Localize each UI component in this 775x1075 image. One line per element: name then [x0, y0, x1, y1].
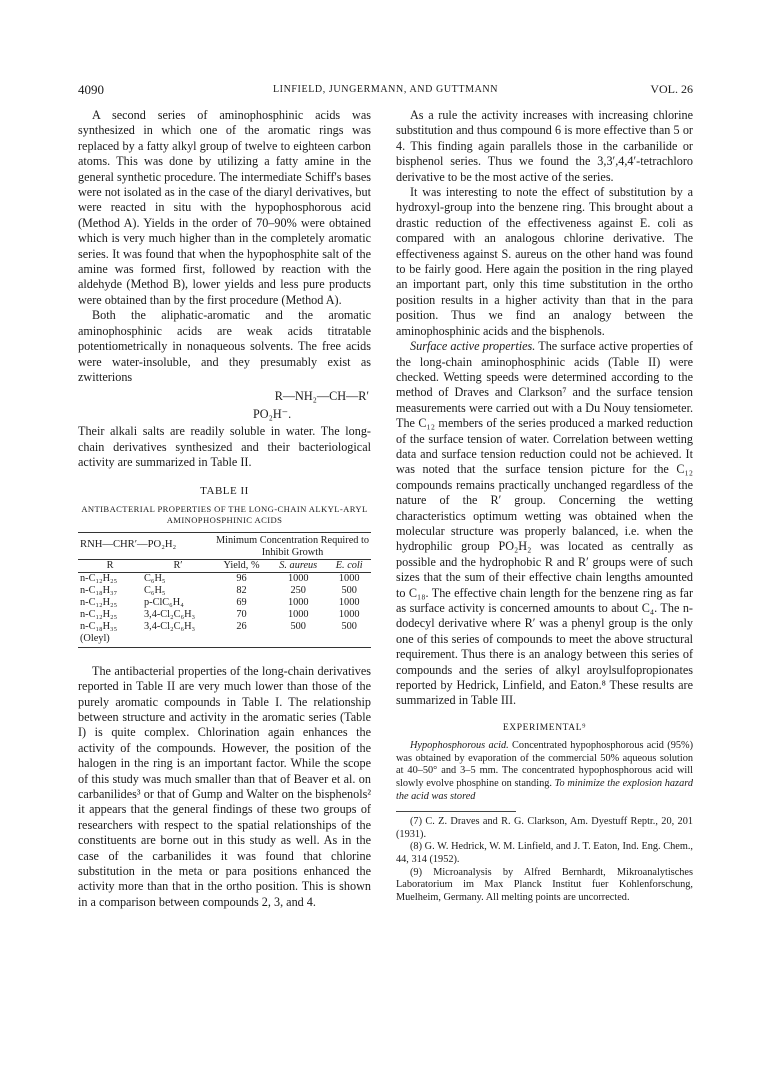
paragraph: Their alkali salts are readily soluble in water. The long-chain derivatives synthesized and their bacteriological activity are summarized in Table II. — [78, 424, 371, 469]
zwitterion-main: R—NH₂—CH—R′ — [274, 389, 369, 404]
col-header-saureus: S. aureus — [279, 559, 318, 571]
paragraph: Surface active properties. The surface active properties of the long-chain aminophosphinic acids (Table II) were checked. Wetting speeds were determined according to the method of Draves and Clarkson⁷ and the surface tension measurements were carried out with a Du Nouy tensiometer. The C₁₂ members of the series produced a marked reduction of the surface tension of water. Correlation between wetting data and surface tension reduction could not be achieved. It was noted that the surface tension picture for the C₁₂ compounds remains practically unchanged regardless of the nature of the R′ group. Concerning the wetting characteristics optimum wetting was obtained when the molecular structure was properly balanced, i.e. when the hydrophilic group PO₂H₂ was located as centrally as possible and the hydrophobic R and R′ groups were of such sizes that the sum of their effective chain lengths amounted to C₁₈. The effective chain length for the benzene ring as far as surface activity is concerned amounts to about C₄. The n-dodecyl derivative where R′ was a phenyl group is the only one of this series of compounds to meet the above structural requirement. Thus there is an analogy between this series of compounds and the series of alkyl aroylsulfopropionates reported by Hedrick, Linfield, and Eaton.⁸ These results are summarized in Table III. — [396, 339, 693, 708]
running-header — [78, 82, 693, 98]
footnote-7: (7) C. Z. Draves and R. G. Clarkson, Am. Dyestuff Reptr., 20, 201 (1931). — [396, 816, 693, 840]
footnote-8: (8) G. W. Hedrick, W. M. Linfield, and J. T. Eaton, Ind. Eng. Chem., 44, 314 (1952). — [396, 841, 693, 865]
table-span-header: Minimum Concentration Required to Inhibit Growth — [216, 534, 370, 558]
footnote-9: (9) Microanalysis by Alfred Bernhardt, Mikroanalytisches Laboratorium im Max Planck Institut fuer Kohlenforschung, Muelheim, Germany. All melting points are uncorrected. — [396, 866, 693, 903]
cell-r: n-C₁₈H₃₇ — [80, 584, 118, 596]
cell-rprime: 3,4-Cl₂C₆H₃ — [144, 620, 196, 632]
paragraph: As a rule the activity increases with increasing chlorine substitution and thus compound 6 is more effective than 5 or 4. This finding again parallels those in the carbanilide or bisphenol series. Thus we found the 3,3′,4,4′-tetrachloro derivative to be the most active of the series. — [396, 108, 693, 184]
table-formula-header: RNH—CHR′—PO₂H₂ — [80, 538, 177, 550]
cell-ecoli: 500 — [341, 584, 357, 596]
table-subcaption: ANTIBACTERIAL PROPERTIES OF THE LONG-CHAIN ALKYL-ARYL AMINOPHOSPHINIC ACIDS — [81, 503, 368, 525]
table-row — [78, 609, 371, 621]
cell-yield: 96 — [236, 572, 247, 584]
table-header-row — [78, 532, 371, 559]
cell-saureus: 1000 — [287, 596, 309, 608]
cell-saureus: 500 — [290, 620, 306, 632]
table-row — [78, 585, 371, 597]
table-ii — [78, 532, 371, 645]
cell-r: n-C₁₂H₂₅ — [80, 608, 118, 620]
experimental-lead: Hypophosphorous acid. — [410, 740, 509, 752]
cell-ecoli: 500 — [341, 620, 357, 632]
zwitterion-formula — [78, 389, 371, 422]
cell-yield: 70 — [236, 608, 247, 620]
cell-rprime: p-ClC₆H₄ — [144, 596, 184, 608]
section-lead: Surface active properties. — [410, 339, 536, 354]
footnote-rule — [396, 811, 516, 812]
volume-label: VOL. 26 — [650, 82, 693, 96]
cell-r: n-C₁₂H₂₅ — [80, 572, 118, 584]
col-header-yield: Yield, % — [223, 559, 260, 571]
left-column — [78, 108, 371, 910]
cell-saureus: 1000 — [287, 608, 309, 620]
table-row — [78, 597, 371, 609]
cell-saureus: 1000 — [287, 572, 309, 584]
cell-yield: 69 — [236, 596, 247, 608]
paragraph: It was interesting to note the effect of substitution by a hydroxyl-group into the benzene ring. This brought about a drastic reduction of the effectiveness against E. coli as compared with an analogous chlorine derivative. The effectiveness against S. aureus on the other hand was found to be fairly good. Here again the position in the ring played an important part, only this time substitution in the ortho position results in a higher activity than that in the para position. Thus we find an analogy between the aminophosphinic acids and the bisphenols. — [396, 185, 693, 338]
zwitterion-substituent: PO₂H⁻. — [253, 406, 292, 421]
paragraph: Both the aliphatic-aromatic and the aromatic aminophosphinic acids are weak acids titratable potentiometrically in nonaqueous solvents. The free acids were water-insoluble, and they presumably exist as zwitterions — [78, 308, 371, 384]
col-header-ecoli: E. coli — [335, 559, 363, 571]
page-number: 4090 — [78, 82, 104, 97]
cell-rprime: 3,4-Cl₂C₆H₃ — [144, 608, 196, 620]
running-authors: LINFIELD, JUNGERMANN, AND GUTTMANN — [272, 84, 499, 95]
paragraph: A second series of aminophosphinic acids was synthesized in which one of the aromatic rings was replaced by a fatty alkyl group of twelve to eighteen carbon atoms. This was done by utilizing a fatty amine in the general synthetic procedure. The intermediate Schiff's bases were not isolated as in the case of the diaryl derivatives, but were reacted in situ with the hypophosphorous acid (Method A). Yields in the order of 70–90% were obtained which is very much higher than in the completely aromatic series. It was found that when the hypophosphite salt of the amine was formed first, followed by reaction with the aldehyde (Method B), lower yields and less pure products were obtained than by the first procedure (Method A). — [78, 108, 371, 307]
experimental-heading: EXPERIMENTAL⁹ — [502, 722, 587, 733]
cell-ecoli: 1000 — [338, 608, 360, 620]
paragraph: The antibacterial properties of the long-chain derivatives reported in Table II are very much lower than those of the purely aromatic compounds in Table I. The relationship between structure and activity in the aromatic series (Table I) is quite complex. Chlorination again enhances the activity of the compounds. However, the position of the halogen in the ring is an important factor. While the scope of this study was much smaller than that of Beaver et al. on carbanilides³ or that of Gump and Walter on the bisphenols² it appears that the general findings of these two groups of researchers with respect to the spatial relationships of the constituents are borne out in this study as well. As in the case of the carbanilides it was found that chlorine substitution in the meta or para positions enhanced the activity more than that in the ortho position. This is shown in a comparison between compounds 2, 3, and 4. — [78, 663, 371, 909]
table-caption: TABLE II — [200, 485, 249, 498]
col-header-r: R — [106, 559, 114, 571]
table-row — [78, 572, 371, 585]
table-rule — [78, 647, 371, 648]
cell-saureus: 250 — [290, 584, 306, 596]
cell-r: n-C₁₂H₂₅ — [80, 596, 118, 608]
cell-yield: 26 — [236, 620, 247, 632]
cell-r: n-C₁₈H₃₅ (Oleyl) — [80, 620, 118, 644]
cell-ecoli: 1000 — [338, 572, 360, 584]
table-body — [78, 572, 371, 645]
cell-yield: 82 — [236, 584, 247, 596]
table-row — [78, 621, 371, 645]
cell-rprime: C₆H₅ — [144, 572, 166, 584]
col-header-rprime: R′ — [173, 559, 183, 571]
cell-rprime: C₆H₅ — [144, 584, 166, 596]
cell-ecoli: 1000 — [338, 596, 360, 608]
table-header-row — [78, 559, 371, 572]
right-column — [396, 108, 693, 904]
experimental-paragraph: Hypophosphorous acid. Concentrated hypophosphorous acid (95%) was obtained by evaporation of the commercial 50% aqueous solution at 40–50° and 3–5 mm. The concentrated hypophosphorous acid will slowly evolve phosphine on standing. To minimize the explosion hazard the acid was stored — [396, 740, 693, 802]
